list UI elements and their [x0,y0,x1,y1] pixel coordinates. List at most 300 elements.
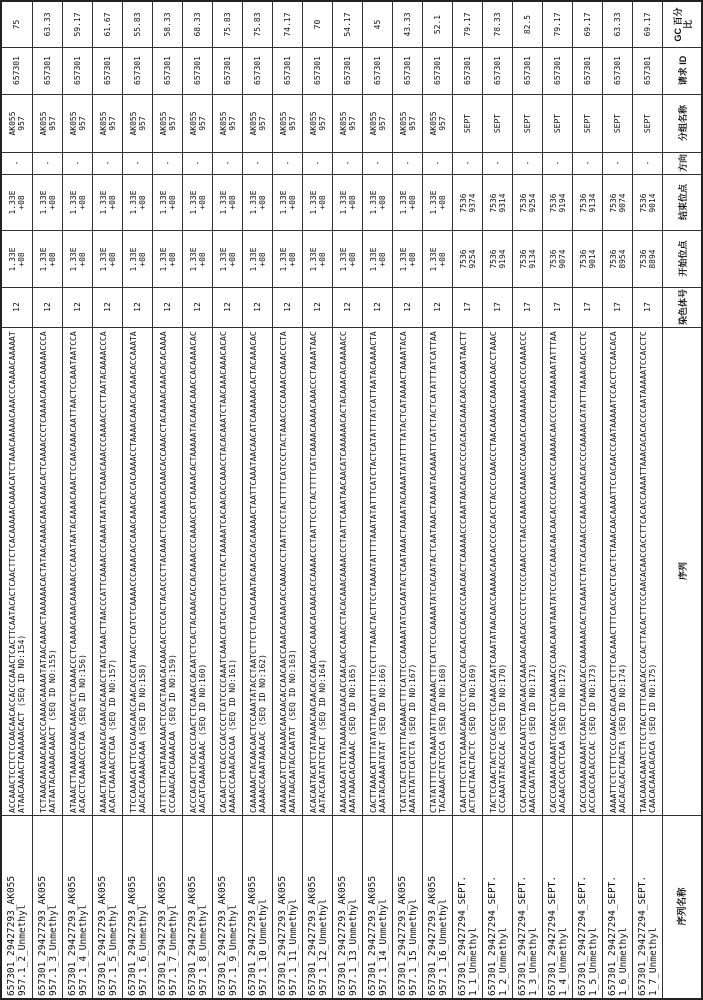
cell-sequence-row16 [452,328,482,815]
text-direction-row9: - [253,160,263,166]
text-direction-row1: - [12,160,22,166]
header-label-gc: GC 百分比 [672,7,693,42]
text-request_id-row5: 657301 [133,56,143,85]
cell-request_id-row1 [2,48,32,94]
text-sequence-row22: TAACAAACAAATCTTCCTACCTTTCAACACCCCACTTACACTTCCCAACACAACCACCTTCACACCAAAATTAAACACACACCCAATAAAAATCCACCTCCAACACAAACACACA (SEQ ID NO:175) [638,331,657,813]
cell-request_id-row9 [242,48,272,94]
text-direction-row5: - [133,160,143,166]
text-gc-row1: 75 [12,19,22,30]
text-group-row18: SEPT [523,113,533,134]
cell-direction-row20 [572,153,602,174]
cell-sequence-row2 [32,328,62,815]
text-gc-row16: 79.17 [463,12,473,37]
header-cell-sequence [662,328,701,815]
cell-direction-row22 [632,153,662,174]
cell-chromosome-row1 [2,288,32,327]
cell-end-row7 [182,175,212,230]
text-start-row17: 75369194 [488,249,507,269]
text-start-row22: 75368894 [638,249,657,269]
cell-start-row21 [602,231,632,287]
text-direction-row17: - [493,160,503,166]
text-request_id-row22: 657301 [643,56,653,85]
text-name-row11: 657301_29427293_AK055957.1_12_Unmethyl [307,875,329,996]
column-band-request_id [2,47,701,94]
cell-sequence-row4 [92,328,122,815]
text-end-row15: 1.33E+08 [428,190,447,215]
text-end-row19: 75369194 [548,192,567,213]
text-name-row22: 657301_29427294_SEPT.1_7_Unmethyl [637,875,659,996]
header-cell-direction [662,153,701,174]
header-label-start: 开始位点 [677,240,688,277]
cell-end-row21 [602,175,632,230]
text-group-row10: AK055957 [278,111,297,136]
text-name-row5: 657301_29427293_AK055957.1_6_Unmethyl [127,875,149,996]
cell-gc-row4 [92,2,122,47]
cell-name-row22 [632,816,662,998]
text-direction-row7: - [193,160,203,166]
cell-request_id-row17 [482,48,512,94]
cell-start-row15 [422,231,452,287]
text-start-row16: 75369254 [458,249,477,269]
cell-start-row19 [542,231,572,287]
text-end-row8: 1.33E+08 [218,190,237,215]
cell-end-row20 [572,175,602,230]
cell-sequence-row18 [512,328,542,815]
cell-direction-row7 [182,153,212,174]
cell-name-row9 [242,816,272,998]
cell-chromosome-row16 [452,288,482,327]
cell-name-row12 [332,816,362,998]
text-gc-row3: 59.17 [73,12,83,37]
cell-sequence-row19 [542,328,572,815]
cell-gc-row17 [482,2,512,47]
cell-chromosome-row2 [32,288,62,327]
cell-group-row16 [452,95,482,152]
text-chromosome-row18: 17 [523,302,533,312]
text-end-row13: 1.33E+08 [368,190,387,215]
header-cell-group [662,95,701,152]
cell-group-row1 [2,95,32,152]
text-chromosome-row6: 12 [163,302,173,312]
text-direction-row12: - [343,160,353,166]
cell-request_id-row22 [632,48,662,94]
text-request_id-row13: 657301 [373,56,383,85]
cell-chromosome-row12 [332,288,362,327]
cell-end-row3 [62,175,92,230]
text-chromosome-row21: 17 [613,302,623,312]
text-name-row6: 657301_29427293_AK055957.1_7_Unmethyl [157,875,179,996]
text-chromosome-row1: 12 [12,302,22,312]
cell-sequence-row20 [572,328,602,815]
text-direction-row8: - [223,160,233,166]
text-direction-row4: - [103,160,113,166]
text-request_id-row10: 657301 [283,56,293,85]
text-request_id-row2: 657301 [43,56,53,85]
text-gc-row9: 75.83 [253,12,263,37]
cell-sequence-row14 [392,328,422,815]
cell-chromosome-row4 [92,288,122,327]
cell-end-row1 [2,175,32,230]
text-start-row10: 1.33E+08 [278,246,297,272]
cell-chromosome-row19 [542,288,572,327]
header-label-group: 分组名称 [677,105,688,142]
text-sequence-row14: TCATCTACTCATATTTACAAAACTTTCATTCCCAAAAATATCACAATACTCAATAAACTAAAATACAAAATATATTTTATACTCATAAAACTAAAATACAAAATATATTCATCTA (SEQ ID NO:167) [398,331,417,813]
text-group-row8: AK055957 [218,111,237,136]
cell-name-row13 [362,816,392,998]
header-label-direction: 方向 [677,153,688,172]
cell-name-row14 [392,816,422,998]
text-direction-row10: - [283,160,293,166]
text-end-row4: 1.33E+08 [98,190,117,215]
cell-group-row15 [422,95,452,152]
text-sequence-row19: CACCCAAAACAAAATCCAACCCTCAAAAACCCAAACAAATAAATATCCCACCAAACAACAACACCCCAAACCCAAAAACAACCCCTAAAAAAATATTTAAAACAACCCACCTCAA (SEQ ID NO:172) [548,331,567,813]
text-end-row16: 75369374 [458,192,477,213]
cell-gc-row12 [332,2,362,47]
text-group-row11: AK055957 [308,111,327,136]
text-gc-row4: 61.67 [103,12,113,37]
cell-start-row10 [272,231,302,287]
cell-sequence-row6 [152,328,182,815]
text-chromosome-row22: 17 [643,302,653,312]
text-group-row2: AK055957 [38,111,57,136]
text-end-row7: 1.33E+08 [188,190,207,215]
text-sequence-row3: ATAAACTTAAAAACAAACAAACACTCAAAACCCTCAAAACAAACAAAAACCCAAATAATACAAAACAAACTCCAACAAACAATTAACTCCAAATAATCCAACACCTCAAAACCCTAA (SEQ ID NO:156) [68,331,87,813]
cell-group-row14 [392,95,422,152]
cell-group-row21 [602,95,632,152]
cell-gc-row19 [542,2,572,47]
text-chromosome-row13: 12 [373,302,383,312]
text-end-row17: 75369314 [488,192,507,213]
text-group-row1: AK055957 [7,111,26,136]
cell-gc-row22 [632,2,662,47]
text-sequence-row12: AAACAAACATCTATAAAACAACAACACCAACAACCAAACCTACACAAACAAAACCCTAATTCAAATAACAACATCAAAAAACACTACAAACACAAAAACCAAATAAACACAAAAC (SEQ ID NO:165) [338,331,357,813]
cell-end-row10 [272,175,302,230]
text-sequence-row9: CAAAAAACTACAACAACTCCAAATATACCTAATCTTCTCTACACAAATACAACACACAAAAACTAATTCAAATAACAACATCAAAAAACACTACAAACACAAAAACCAAATAAACAC (SEQ ID NO:162) [248,331,267,813]
cell-direction-row21 [602,153,632,174]
text-start-row19: 75369074 [548,249,567,269]
text-start-row7: 1.33E+08 [188,246,207,272]
text-start-row1: 1.33E+08 [7,246,26,272]
text-request_id-row8: 657301 [223,56,233,85]
text-request_id-row16: 657301 [463,56,473,85]
cell-name-row6 [152,816,182,998]
text-request_id-row6: 657301 [163,56,173,85]
cell-group-row12 [332,95,362,152]
cell-chromosome-row6 [152,288,182,327]
text-start-row8: 1.33E+08 [218,246,237,272]
text-sequence-row18: CCACTAAAAACACACAATCCTAACAACCAAACAACAACACCCCTCTCCCCAAACCCTAACCAAAACCAAAACCCAAACACCAAAAAAACACCCAAAACCCAAACCAATATACCCA (SEQ ID NO:171) [518,331,537,813]
text-end-row3: 1.33E+08 [68,190,87,215]
cell-chromosome-row22 [632,288,662,327]
cell-name-row19 [542,816,572,998]
text-name-row7: 657301_29427293_AK055957.1_8_Unmethyl [187,875,209,996]
cell-start-row5 [122,231,152,287]
cell-sequence-row9 [242,328,272,815]
text-name-row2: 657301_29427293_AK055957.1_3_Unmethyl [37,875,59,996]
text-direction-row20: - [583,160,593,166]
cell-start-row14 [392,231,422,287]
header-label-name: 序列名称 [677,887,688,926]
cell-name-row3 [62,816,92,998]
text-end-row10: 1.33E+08 [278,190,297,215]
column-band-direction [2,152,701,174]
cell-name-row8 [212,816,242,998]
text-direction-row14: - [403,160,413,166]
text-gc-row2: 63.33 [43,12,53,37]
text-name-row19: 657301_29427294_SEPT.1_4_Unmethyl [547,875,569,996]
cell-end-row8 [212,175,242,230]
text-gc-row13: 45 [373,19,383,30]
cell-start-row22 [632,231,662,287]
cell-start-row7 [182,231,212,287]
text-chromosome-row12: 12 [343,302,353,312]
text-chromosome-row7: 12 [193,302,203,312]
cell-gc-row9 [242,2,272,47]
cell-request_id-row6 [152,48,182,94]
cell-end-row4 [92,175,122,230]
text-chromosome-row3: 12 [73,302,83,312]
text-sequence-row6: ATTTCTTTAATAAACAAACTCCACTAAACACAAACACCTCCACTACACCCTTACAAACTCCAAAACACAAACACCAAACCTACAAAACAAACACACAAAACCCAAACACCAAAACAA (SEQ ID NO:159) [158,331,177,813]
column-band-start [2,230,701,287]
text-end-row20: 75369134 [578,192,597,213]
text-chromosome-row17: 17 [493,302,503,312]
cell-gc-row1 [2,2,32,47]
cell-chromosome-row7 [182,288,212,327]
cell-direction-row3 [62,153,92,174]
text-group-row15: AK055957 [428,111,447,136]
text-start-row2: 1.33E+08 [38,246,57,272]
text-end-row12: 1.33E+08 [338,190,357,215]
cell-request_id-row12 [332,48,362,94]
header-cell-start [662,231,701,287]
column-band-sequence [2,327,701,815]
cell-gc-row21 [602,2,632,47]
cell-group-row17 [482,95,512,152]
cell-gc-row20 [572,2,602,47]
text-chromosome-row20: 17 [583,302,593,312]
column-band-end [2,174,701,230]
cell-sequence-row10 [272,328,302,815]
cell-start-row1 [2,231,32,287]
text-direction-row11: - [313,160,323,166]
text-sequence-row13: CACTTAAACATTTTATATTTAACATTTTTCCTCTTAAACTACTTCCTAAAATATTTTAAATATATTTCATCTACTCATATTTATCATTAATACAAAACTAAAATACAAAATATAT (SEQ ID NO:166) [368,331,387,813]
cell-end-row15 [422,175,452,230]
text-group-row17: SEPT [493,113,503,134]
text-end-row11: 1.33E+08 [308,190,327,215]
cell-direction-row11 [302,153,332,174]
text-group-row9: AK055957 [248,111,267,136]
cell-direction-row8 [212,153,242,174]
header-label-chromosome: 染色体号 [677,288,688,325]
cell-name-row15 [422,816,452,998]
cell-direction-row9 [242,153,272,174]
cell-direction-row16 [452,153,482,174]
text-chromosome-row5: 12 [133,302,143,312]
cell-sequence-row8 [212,328,242,815]
cell-direction-row1 [2,153,32,174]
text-name-row13: 657301_29427293_AK055957.1_14_Unmethyl [367,875,389,996]
text-sequence-row15: CTATATTTTCCTAAAATATTTACAAAACTTTCATTCCCAAAAATATCACAATACTCAATAAACTAAAATACAAAATTCATCTACTCATATTTATCATTAATACAAAACTATCCCA (SEQ ID NO:168) [428,331,447,813]
text-direction-row13: - [373,160,383,166]
cell-end-row6 [152,175,182,230]
header-cell-gc [662,2,701,47]
text-gc-row22: 69.17 [643,12,653,37]
cell-sequence-row21 [602,328,632,815]
text-end-row6: 1.33E+08 [158,190,177,215]
column-band-chromosome [2,287,701,327]
text-start-row11: 1.33E+08 [308,246,327,272]
text-gc-row20: 69.17 [583,12,593,37]
text-gc-row15: 52.1 [433,14,443,35]
cell-sequence-row17 [482,328,512,815]
cell-chromosome-row14 [392,288,422,327]
header-cell-name [662,816,701,998]
cell-request_id-row19 [542,48,572,94]
cell-name-row18 [512,816,542,998]
cell-gc-row14 [392,2,422,47]
text-direction-row16: - [463,160,473,166]
text-start-row4: 1.33E+08 [98,246,117,272]
cell-end-row14 [392,175,422,230]
cell-request_id-row15 [422,48,452,94]
text-start-row21: 75368954 [608,249,627,269]
cell-chromosome-row9 [242,288,272,327]
text-request_id-row9: 657301 [253,56,263,85]
text-direction-row3: - [73,160,83,166]
header-cell-request_id [662,48,701,94]
text-request_id-row21: 657301 [613,56,623,85]
text-start-row6: 1.33E+08 [158,246,177,272]
cell-group-row2 [32,95,62,152]
cell-end-row13 [362,175,392,230]
text-chromosome-row8: 12 [223,302,233,312]
cell-direction-row18 [512,153,542,174]
text-direction-row2: - [43,160,53,166]
cell-end-row5 [122,175,152,230]
text-start-row14: 1.33E+08 [398,246,417,272]
cell-chromosome-row15 [422,288,452,327]
text-start-row12: 1.33E+08 [338,246,357,272]
cell-name-row10 [272,816,302,998]
text-sequence-row21: AAAATTCTCTTTCCCCAAACCACACACTCTTCACAAACTTTCACCACCTCACTCTAAACAACAAAATTCCACAACCCAATAAAAATCCACCTCCAACACAAACACACACTAACTA (SEQ ID NO:174) [608,331,627,813]
text-end-row2: 1.33E+08 [38,190,57,215]
cell-request_id-row13 [362,48,392,94]
text-request_id-row12: 657301 [343,56,353,85]
text-name-row21: 657301_29427294_SEPT.1_6_Unmethyl [607,875,629,996]
cell-sequence-row22 [632,328,662,815]
cell-request_id-row11 [302,48,332,94]
text-gc-row18: 82.5 [523,14,533,35]
cell-start-row16 [452,231,482,287]
cell-gc-row6 [152,2,182,47]
cell-direction-row2 [32,153,62,174]
cell-name-row4 [92,816,122,998]
header-cell-end [662,175,701,230]
cell-group-row22 [632,95,662,152]
cell-end-row12 [332,175,362,230]
text-chromosome-row2: 12 [43,302,53,312]
cell-group-row19 [542,95,572,152]
cell-direction-row13 [362,153,392,174]
cell-gc-row3 [62,2,92,47]
text-request_id-row15: 657301 [433,56,443,85]
text-start-row18: 75369134 [518,249,537,269]
text-name-row14: 657301_29427293_AK055957.1_15_Unmethyl [397,875,419,996]
cell-chromosome-row11 [302,288,332,327]
cell-end-row9 [242,175,272,230]
text-name-row18: 657301_29427294_SEPT.1_3_Unmethyl [517,875,539,996]
cell-chromosome-row18 [512,288,542,327]
cell-gc-row2 [32,2,62,47]
cell-request_id-row18 [512,48,542,94]
cell-end-row16 [452,175,482,230]
cell-name-row16 [452,816,482,998]
cell-name-row1 [2,816,32,998]
text-end-row9: 1.33E+08 [248,190,267,215]
text-chromosome-row14: 12 [403,302,413,312]
text-group-row6: AK055957 [158,111,177,136]
cell-sequence-row7 [182,328,212,815]
cell-chromosome-row13 [362,288,392,327]
cell-direction-row10 [272,153,302,174]
cell-group-row5 [122,95,152,152]
column-band-name [2,815,701,998]
cell-direction-row5 [122,153,152,174]
text-sequence-row17: TACTCCAACTACTCCCACCCTCCAAACCAATCAAATATAACAACCAAAAACAACACCCCACACCTACCCCAAACCCTAACAAAACCAAAACAACCTAAACCCCAAATATACCCAC (SEQ ID NO:170) [488,331,507,813]
cell-gc-row15 [422,2,452,47]
text-sequence-row20: CACCCAAAACAAAATCCAACCTCAAAACACCAAAAAAACACTACAAATCTATCACAAACCCAAACAACAACACCCCAAAAACATATTTAAAACAACCCTCACCCACCACACCCAC (SEQ ID NO:173) [578,331,597,813]
cell-sequence-row11 [302,328,332,815]
cell-end-row22 [632,175,662,230]
cell-start-row20 [572,231,602,287]
cell-group-row18 [512,95,542,152]
cell-gc-row8 [212,2,242,47]
text-direction-row22: - [643,160,653,166]
text-group-row13: AK055957 [368,111,387,136]
text-direction-row21: - [613,160,623,166]
cell-direction-row17 [482,153,512,174]
cell-name-row21 [602,816,632,998]
cell-gc-row10 [272,2,302,47]
text-name-row15: 657301_29427293_AK055957.1_16_Unmethyl [427,875,449,996]
cell-gc-row18 [512,2,542,47]
text-start-row9: 1.33E+08 [248,246,267,272]
cell-start-row12 [332,231,362,287]
text-direction-row19: - [553,160,563,166]
cell-start-row6 [152,231,182,287]
column-band-group [2,94,701,152]
text-name-row1: 657301_29427293_AK055957.1_2_Unmethyl [6,875,28,996]
text-chromosome-row9: 12 [253,302,263,312]
cell-name-row17 [482,816,512,998]
text-group-row14: AK055957 [398,111,417,136]
cell-name-row7 [182,816,212,998]
text-chromosome-row4: 12 [103,302,113,312]
text-request_id-row1: 657301 [12,56,22,85]
text-start-row5: 1.33E+08 [128,246,147,272]
cell-group-row6 [152,95,182,152]
cell-sequence-row1 [2,328,32,815]
text-group-row7: AK055957 [188,111,207,136]
cell-request_id-row4 [92,48,122,94]
text-gc-row17: 78.33 [493,12,503,37]
text-direction-row18: - [523,160,533,166]
cell-chromosome-row10 [272,288,302,327]
text-end-row21: 75369074 [608,192,627,213]
cell-request_id-row14 [392,48,422,94]
text-gc-row12: 54.17 [343,12,353,37]
cell-group-row10 [272,95,302,152]
